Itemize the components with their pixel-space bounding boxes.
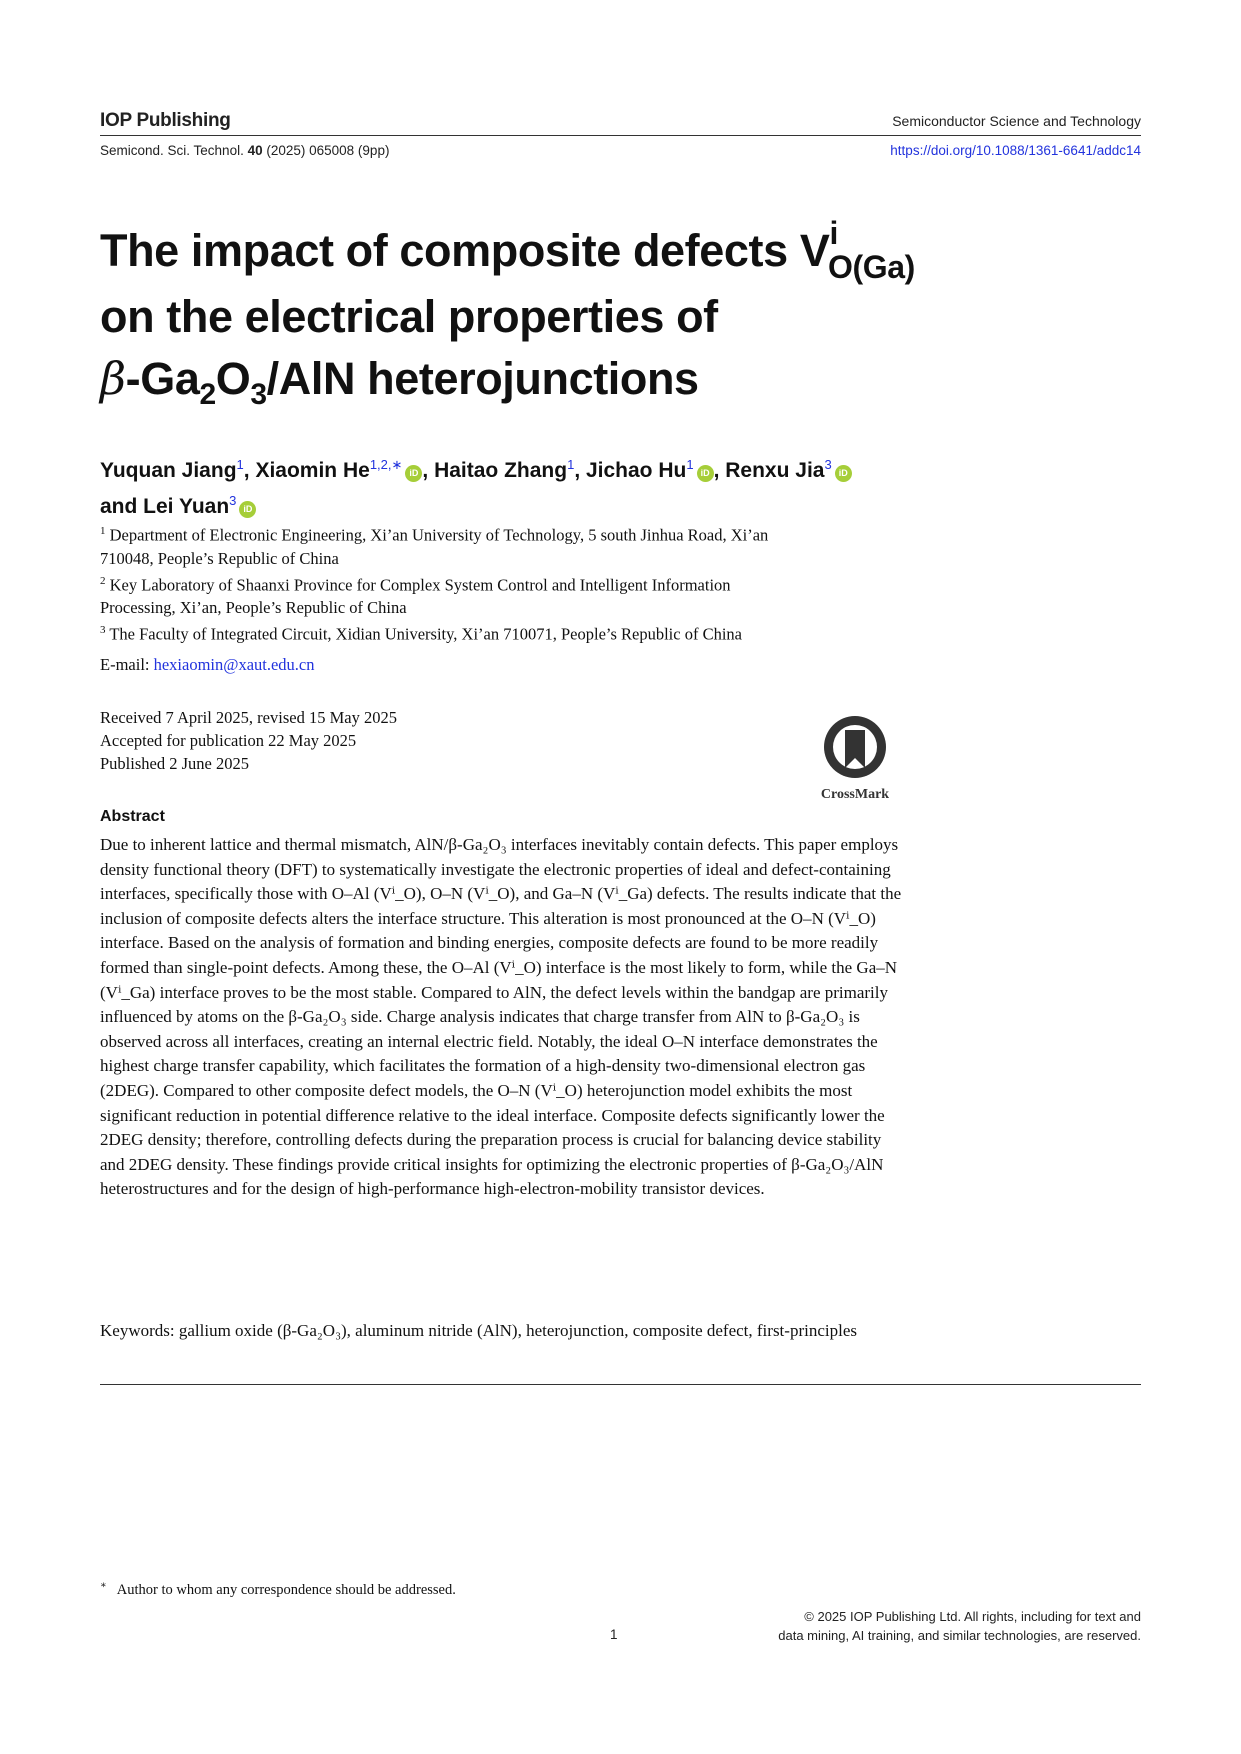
title-superscript: i [829, 215, 838, 251]
author-name: Yuquan Jiang [100, 459, 237, 482]
affiliation-text-continued: 710048, People’s Republic of China [100, 548, 339, 568]
author-list [100, 450, 1000, 522]
author-affiliation-ref[interactable]: 1 [567, 457, 575, 472]
copyright-notice [778, 1607, 1141, 1645]
author-separator: , [574, 459, 586, 482]
copyright-line-2: data mining, AI training, and similar technologies, are reserved. [778, 1628, 1141, 1643]
abstract-body: Due to inherent lattice and thermal mismatch, AlN/β-Ga₂O₃ interfaces inevitably contain defects. This paper employs density functional theory (DFT) to systematically investigate the electronic properties of ideal and defect-containing interfaces, specifically those with O–Al (Vⁱ_O), O–N (Vⁱ_O), and Ga–N (Vⁱ_Ga) defects. The results indicate that the inclusion of composite defects alters the interface structure. This alteration is most pronounced at the O–N (Vⁱ_O) interface. Based on the analysis of formation and binding energies, composite defects are found to be more readily formed than single-point defects. Among these, the O–Al (Vⁱ_O) interface is the most likely to form, while the Ga–N (Vⁱ_Ga) interface proves to be the most stable. Compared to AlN, the defect levels within the bandgap are primarily influenced by atoms on the β-Ga₂O₃ side. Charge analysis indicates that charge transfer from AlN to β-Ga₂O₃ is observed across all interfaces, creating an internal electric field. Notably, the ideal O–N interface demonstrates the highest charge transfer capability, which facilitates the formation of a high-density two-dimensional electron gas (2DEG). Compared to other composite defect models, the O–N (Vⁱ_O) heterojunction model exhibits the most significant reduction in potential difference relative to the ideal interface. Composite defects significantly lower the 2DEG density; therefore, controlling defects during the preparation process is crucial for balancing device stability and 2DEG density. These findings provide critical insights for optimizing the electronic properties of β-Ga₂O₃/AlN heterostructures and for the design of high-performance high-electron-mobility transistor devices. [100, 835, 902, 1199]
orcid-icon[interactable]: iD [239, 501, 256, 518]
author-separator: , [422, 459, 435, 482]
affiliation-list [100, 520, 900, 646]
affiliation-item [100, 520, 900, 547]
citation-volume: 40 [247, 143, 263, 158]
email-label: E-mail: [100, 655, 154, 674]
author-name: Renxu Jia [725, 459, 825, 482]
affiliation-number: 3 [100, 624, 106, 636]
contact-email [100, 655, 315, 675]
orcid-icon[interactable]: iD [405, 465, 422, 482]
title-line-1: The impact of composite defects $V^i_{O(Ga)}$ [100, 215, 915, 285]
paper-title [100, 215, 1100, 416]
author-name: Lei Yuan [143, 495, 230, 518]
author-name: Haitao Zhang [434, 459, 568, 482]
title-line-3: $\beta-Ga_2O_3$/AlN heterojunctions [100, 352, 699, 411]
affiliation-number: 1 [100, 525, 106, 537]
crossmark-icon [815, 712, 895, 802]
affiliation-item [100, 570, 900, 597]
crossmark-badge[interactable] [815, 712, 895, 802]
orcid-icon[interactable]: iD [835, 465, 852, 482]
affiliation-text: The Faculty of Integrated Circuit, Xidian University, Xi’an 710071, People’s Republic of China [109, 624, 742, 644]
doi-link[interactable]: https://doi.org/10.1088/1361-6641/addc14 [890, 143, 1141, 158]
page-number: 1 [610, 1627, 618, 1642]
abstract-heading: Abstract [100, 808, 165, 825]
header-divider [100, 135, 1141, 136]
citation [100, 143, 389, 158]
email-link[interactable]: hexiaomin@xaut.edu.cn [153, 655, 315, 674]
author-separator: , [713, 459, 726, 482]
orcid-icon[interactable]: iD [697, 465, 714, 482]
crossmark-label: CrossMark [820, 787, 890, 802]
author-affiliation-ref[interactable]: 1 [236, 457, 244, 472]
received-date: Received 7 April 2025, revised 15 May 2025 [100, 708, 397, 727]
footnote-text: Author to whom any correspondence should be addressed. [116, 1581, 456, 1598]
title-subscript: O(Ga) [827, 249, 915, 285]
author-affiliation-ref[interactable]: 3 [229, 493, 237, 508]
affiliation-text: Department of Electronic Engineering, Xi’an University of Technology, 5 south Jinhua Road, Xi’an [109, 525, 769, 545]
citation-prefix: Semicond. Sci. Technol. [100, 143, 248, 158]
author-and: and [100, 495, 144, 518]
citation-suffix: (2025) 065008 (9pp) [262, 143, 390, 158]
affiliation-number: 2 [100, 574, 106, 587]
author-affiliation-ref[interactable]: 1,2,∗ [369, 457, 403, 472]
author-separator: , [243, 459, 256, 482]
author-affiliation-ref[interactable]: 3 [824, 457, 832, 472]
publication-dates [100, 706, 397, 775]
footnote-mark: ∗ [100, 1580, 107, 1591]
publisher-logo: IOP Publishing [100, 110, 231, 131]
journal-name: Semiconductor Science and Technology [892, 113, 1141, 129]
author-name: Jichao Hu [585, 459, 687, 482]
copyright-line-1: © 2025 IOP Publishing Ltd. All rights, including for text and [804, 1609, 1141, 1624]
keywords-label: Keywords: [100, 1321, 179, 1340]
author-affiliation-ref[interactable]: 1 [686, 457, 694, 472]
keywords-text: gallium oxide (β-Ga₂O₃), aluminum nitride (AlN), heterojunction, composite defect, first-principles [178, 1321, 857, 1340]
author-name: Xiaomin He [255, 459, 370, 482]
accepted-date: Accepted for publication 22 May 2025 [100, 731, 357, 750]
keywords [100, 1318, 920, 1343]
affiliation-item [100, 619, 900, 646]
abstract-divider [100, 1384, 1141, 1385]
published-date: Published 2 June 2025 [100, 754, 249, 773]
title-line-2: on the electrical properties of [100, 291, 718, 342]
corresponding-footnote [100, 1580, 456, 1599]
affiliation-text-continued: Processing, Xi’an, People’s Republic of China [100, 598, 407, 617]
affiliation-text: Key Laboratory of Shaanxi Province for Complex System Control and Intelligent Information [109, 575, 731, 594]
